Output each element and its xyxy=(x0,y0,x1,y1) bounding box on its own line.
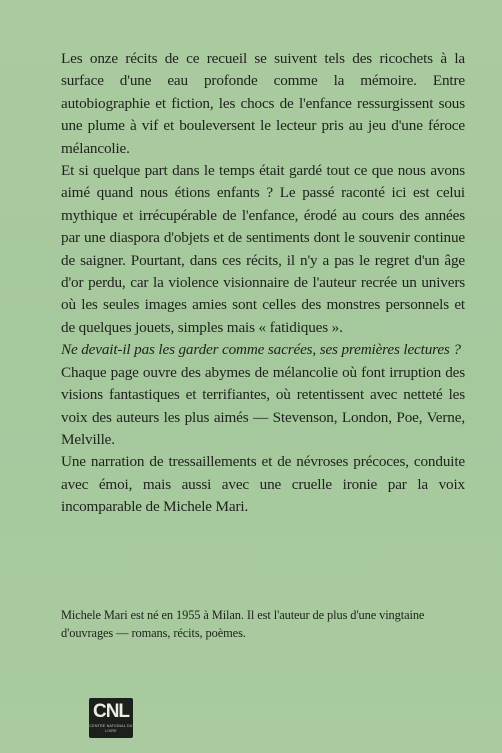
cnl-logo-mark: CNL xyxy=(92,701,130,722)
blurb-paragraph-past: Et si quelque part dans le temps était gardé tout ce que nous avons aimé quand nous étions enfants ? Le passé raconté ici est celui mythique et irrécupérable de l'enfance, érodé au cours des années par une diaspora d'objets et de sentiments dont le souvenir continue de saigner. Pourtant, dans ces récits, il n'y a pas le regret d'un âge d'or perdu, car la violence visionnaire de l'auteur recrée un univers où les seules images amies sont celles des monstres personnels et de quelques jouets, simples mais « fatidiques ». xyxy=(61,162,465,336)
author-bio xyxy=(61,606,471,642)
blurb-paragraph-narration: Une narration de tressaillements et de névroses précoces, conduite avec émoi, mais aussi avec une cruelle ironie par la voix incomparable de Michele Mari. xyxy=(61,453,465,516)
blurb-quote: Ne devait-il pas les garder comme sacrées, ses premières lectures ? xyxy=(61,341,461,359)
cnl-logo xyxy=(89,698,133,738)
blurb-paragraph-intro: Les onze récits de ce recueil se suivent tels des ricochets à la surface d'une eau profonde comme la mémoire. Entre autobiographie et fiction, les chocs de l'enfance ressurgissent sous une plume à vif et bouleversent le lecteur pris au jeu d'une féroce mélancolie. xyxy=(61,50,465,157)
cnl-logo-subtitle: CENTRE NATIONAL DU LIVRE xyxy=(89,724,133,733)
author-bio-text: Michele Mari est né en 1955 à Milan. Il est l'auteur de plus d'une vingtaine d'ouvrages — romans, récits, poèmes. xyxy=(61,608,425,640)
blurb-text xyxy=(61,48,465,519)
blurb-paragraph-abysses: Chaque page ouvre des abymes de mélancolie où font irruption des visions fantastiques et terrifiantes, où retentissent avec netteté les voix des auteurs les plus aimés — Stevenson, London, Poe, Verne, Melville. xyxy=(61,363,465,448)
